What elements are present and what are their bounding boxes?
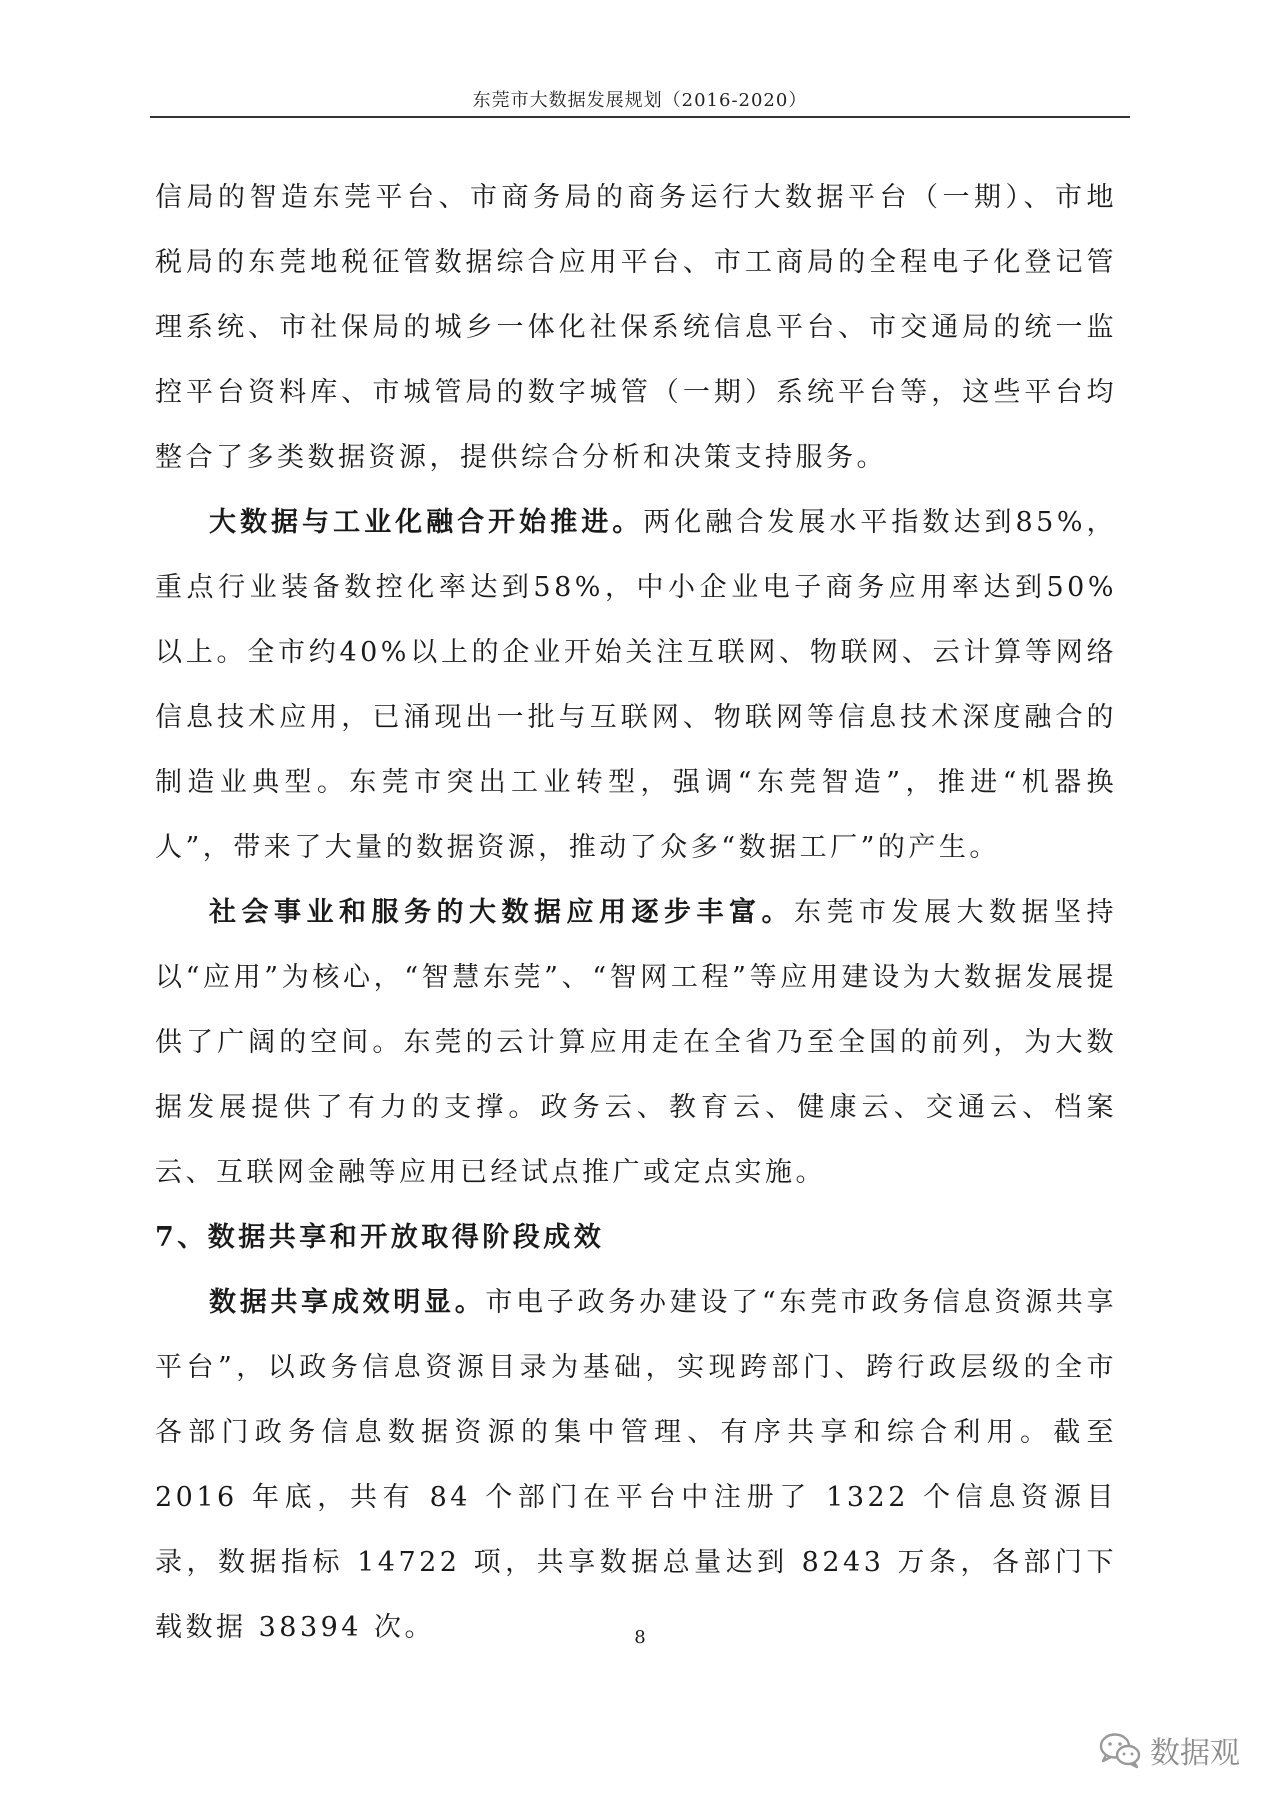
paragraph-text: 东莞市发展大数据坚持以“应用”为核心，“智慧东莞”、“智网工程”等应用建设为大数据发展提供了广阔的空间。东莞的云计算应用走在全省乃至全国的前列，为大数据发展提供了有力的支撑。政务云、教育云、健康云、交通云、档案云、互联网金融等应用已经试点推广或定点实施。 (155, 897, 1117, 1188)
paragraph-lead: 数据共享成效明显。 (209, 1287, 486, 1318)
paragraph-text: 两化融合发展水平指数达到85%，重点行业装备数控化率达到58%，中小企业电子商务应用率达到50%以上。全市约40%以上的企业开始关注互联网、物联网、云计算等网络信息技术应用，已涌现出一批与互联网、物联网等信息技术深度融合的制造业典型。东莞市突出工业转型，强调“东莞智造”，推进“机器换人”，带来了大量的数据资源，推动了众多“数据工厂”的产生。 (155, 507, 1118, 863)
paragraph-lead: 大数据与工业化融合开始推进。 (209, 507, 644, 538)
paragraph-industrial-integration (155, 490, 1117, 880)
paragraph-continuation (155, 165, 1117, 490)
wechat-icon (1098, 1731, 1142, 1769)
document-body (155, 165, 1117, 1660)
watermark-text: 数据观 (1150, 1736, 1240, 1771)
running-header: 东莞市大数据发展规划（2016-2020） (472, 90, 808, 111)
section-heading: 7、数据共享和开放取得阶段成效 (155, 1222, 605, 1253)
paragraph-lead: 社会事业和服务的大数据应用逐步丰富。 (209, 897, 794, 928)
paragraph-social-services (155, 880, 1117, 1205)
paragraph-text: 信局的智造东莞平台、市商务局的商务运行大数据平台（一期）、市地税局的东莞地税征管数据综合应用平台、市工商局的全程电子化登记管理系统、市社保局的城乡一体化社保系统信息平台、市交通局的统一监控平台资料库、市城管局的数字城管（一期）系统平台等，这些平台均整合了多类数据资源，提供综合分析和决策支持服务。 (155, 182, 1117, 473)
watermark (1098, 1728, 1240, 1772)
page-number: 8 (634, 1627, 646, 1648)
header-rule (150, 116, 1130, 118)
paragraph-data-sharing (155, 1270, 1117, 1660)
paragraph-text: 市电子政务办建设了“东莞市政务信息资源共享平台”，以政务信息资源目录为基础，实现跨部门、跨行政层级的全市各部门政务信息数据资源的集中管理、有序共享和综合利用。截至 2016 年底，共有 84 个部门在平台中注册了 1322 个信息资源目录，数据指标 14722 项，共享数据总量达到 8243 万条，各部门下载数据 38394 次。 (155, 1287, 1117, 1643)
